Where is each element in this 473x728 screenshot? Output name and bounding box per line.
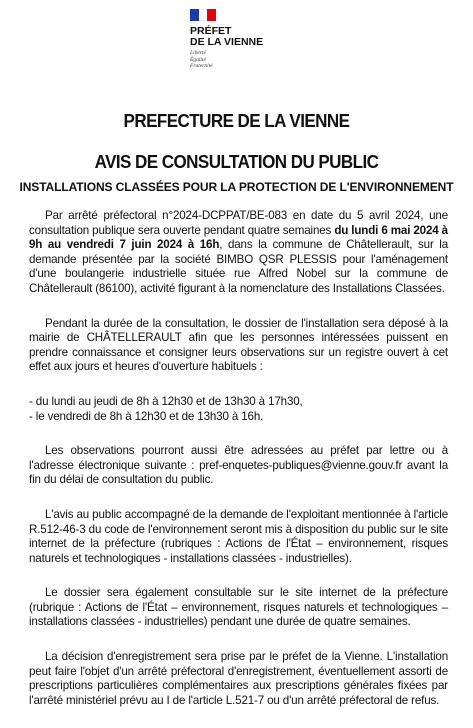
logo-name — [190, 26, 293, 48]
motto-egalite: Égalité — [190, 56, 206, 63]
page-title: PREFECTURE DE LA VIENNE — [123, 110, 350, 131]
logo-name-line1: PRÉFET — [190, 25, 232, 37]
motto-liberte: Liberté — [190, 50, 206, 56]
decree-text-end: , dans la commune de Châtellerault, sur la demande présentée par la société BIMBO QSR PLESSIS pour l'aménagement d'une boulangerie industrielle située rue Alfred Nobel sur la commune de Châtellerault (86100), activité figurant à la nomenclature des Installations Classées. — [29, 238, 448, 295]
motto-fraternite: Fraternité — [190, 63, 213, 69]
opening-hours-weekdays: - du lundi au jeudi de 8h à 12h30 et de 13h30 à 17h30, — [29, 394, 303, 408]
opening-hours-list — [29, 395, 448, 424]
paragraph-website: Le dossier sera également consultable sur le site internet de la préfecture (rubrique : Actions de l'État – environnement, risques naturels et technologiques – installations classées - industrielles) pendant une durée de quatre semaines. — [29, 586, 448, 629]
notice-body — [29, 209, 448, 728]
paragraph-decree — [29, 209, 448, 297]
notice-title: AVIS DE CONSULTATION DU PUBLIC — [94, 151, 379, 172]
paragraph-observations: Les observations pourront aussi être adressées au préfet par lettre ou à l'adresse électronique suivante : pref-enquetes-publiques@vienne.gouv.fr avant la fin du délai de consultation du public. — [29, 444, 448, 487]
paragraph-decision: La décision d'enregistrement sera prise par le préfet de la Vienne. L'installation peut faire l'objet d'un arrêté préfectoral d'enregistrement, éventuellement assorti de prescriptions particulières complémentaires aux prescriptions générales fixées par l'arrêté ministériel prévu au I de l'article L.521-7 ou d'un arrêté préfectoral de refus. — [29, 650, 448, 707]
french-flag-icon — [190, 9, 216, 21]
paragraph-public-notice: L'avis au public accompagné de la demande de l'exploitant mentionnée à l'article R.512-46-3 du code de l'environnement seront mis à disposition du public sur le site internet de la préfecture (rubriques : Actions de l'État – environnement, risques naturels et technologiques - installations classées - industrielles). — [29, 507, 448, 565]
logo-motto — [190, 50, 293, 70]
consultation-dates: du lundi 6 mai 2024 à 9h au vendredi 7 juin 2024 à 16h — [29, 223, 448, 252]
prefecture-logo — [183, 9, 293, 70]
paragraph-dossier: Pendant la durée de la consultation, le dossier de l'installation sera déposé à la mairie de CHÂTELLERAULT afin que les personnes intéressées puissent en prendre connaissance et consigner leurs observations sur un registre ouvert à cet effet aux jours et heures d'ouverture habituels : — [29, 316, 448, 374]
logo-name-line2: DE LA VIENNE — [190, 36, 264, 48]
opening-hours-friday: - le vendredi de 8h à 12h30 et de 13h30 à 16h. — [29, 409, 264, 423]
notice-subtitle: INSTALLATIONS CLASSÉES POUR LA PROTECTION DE L'ENVIRONNEMENT — [19, 180, 454, 194]
decree-text-start: Par arrêté préfectoral n°2024-DCPPAT/BE-083 en date du 5 avril 2024, une consultation publique sera ouverte pendant quatre semaines — [29, 209, 448, 237]
